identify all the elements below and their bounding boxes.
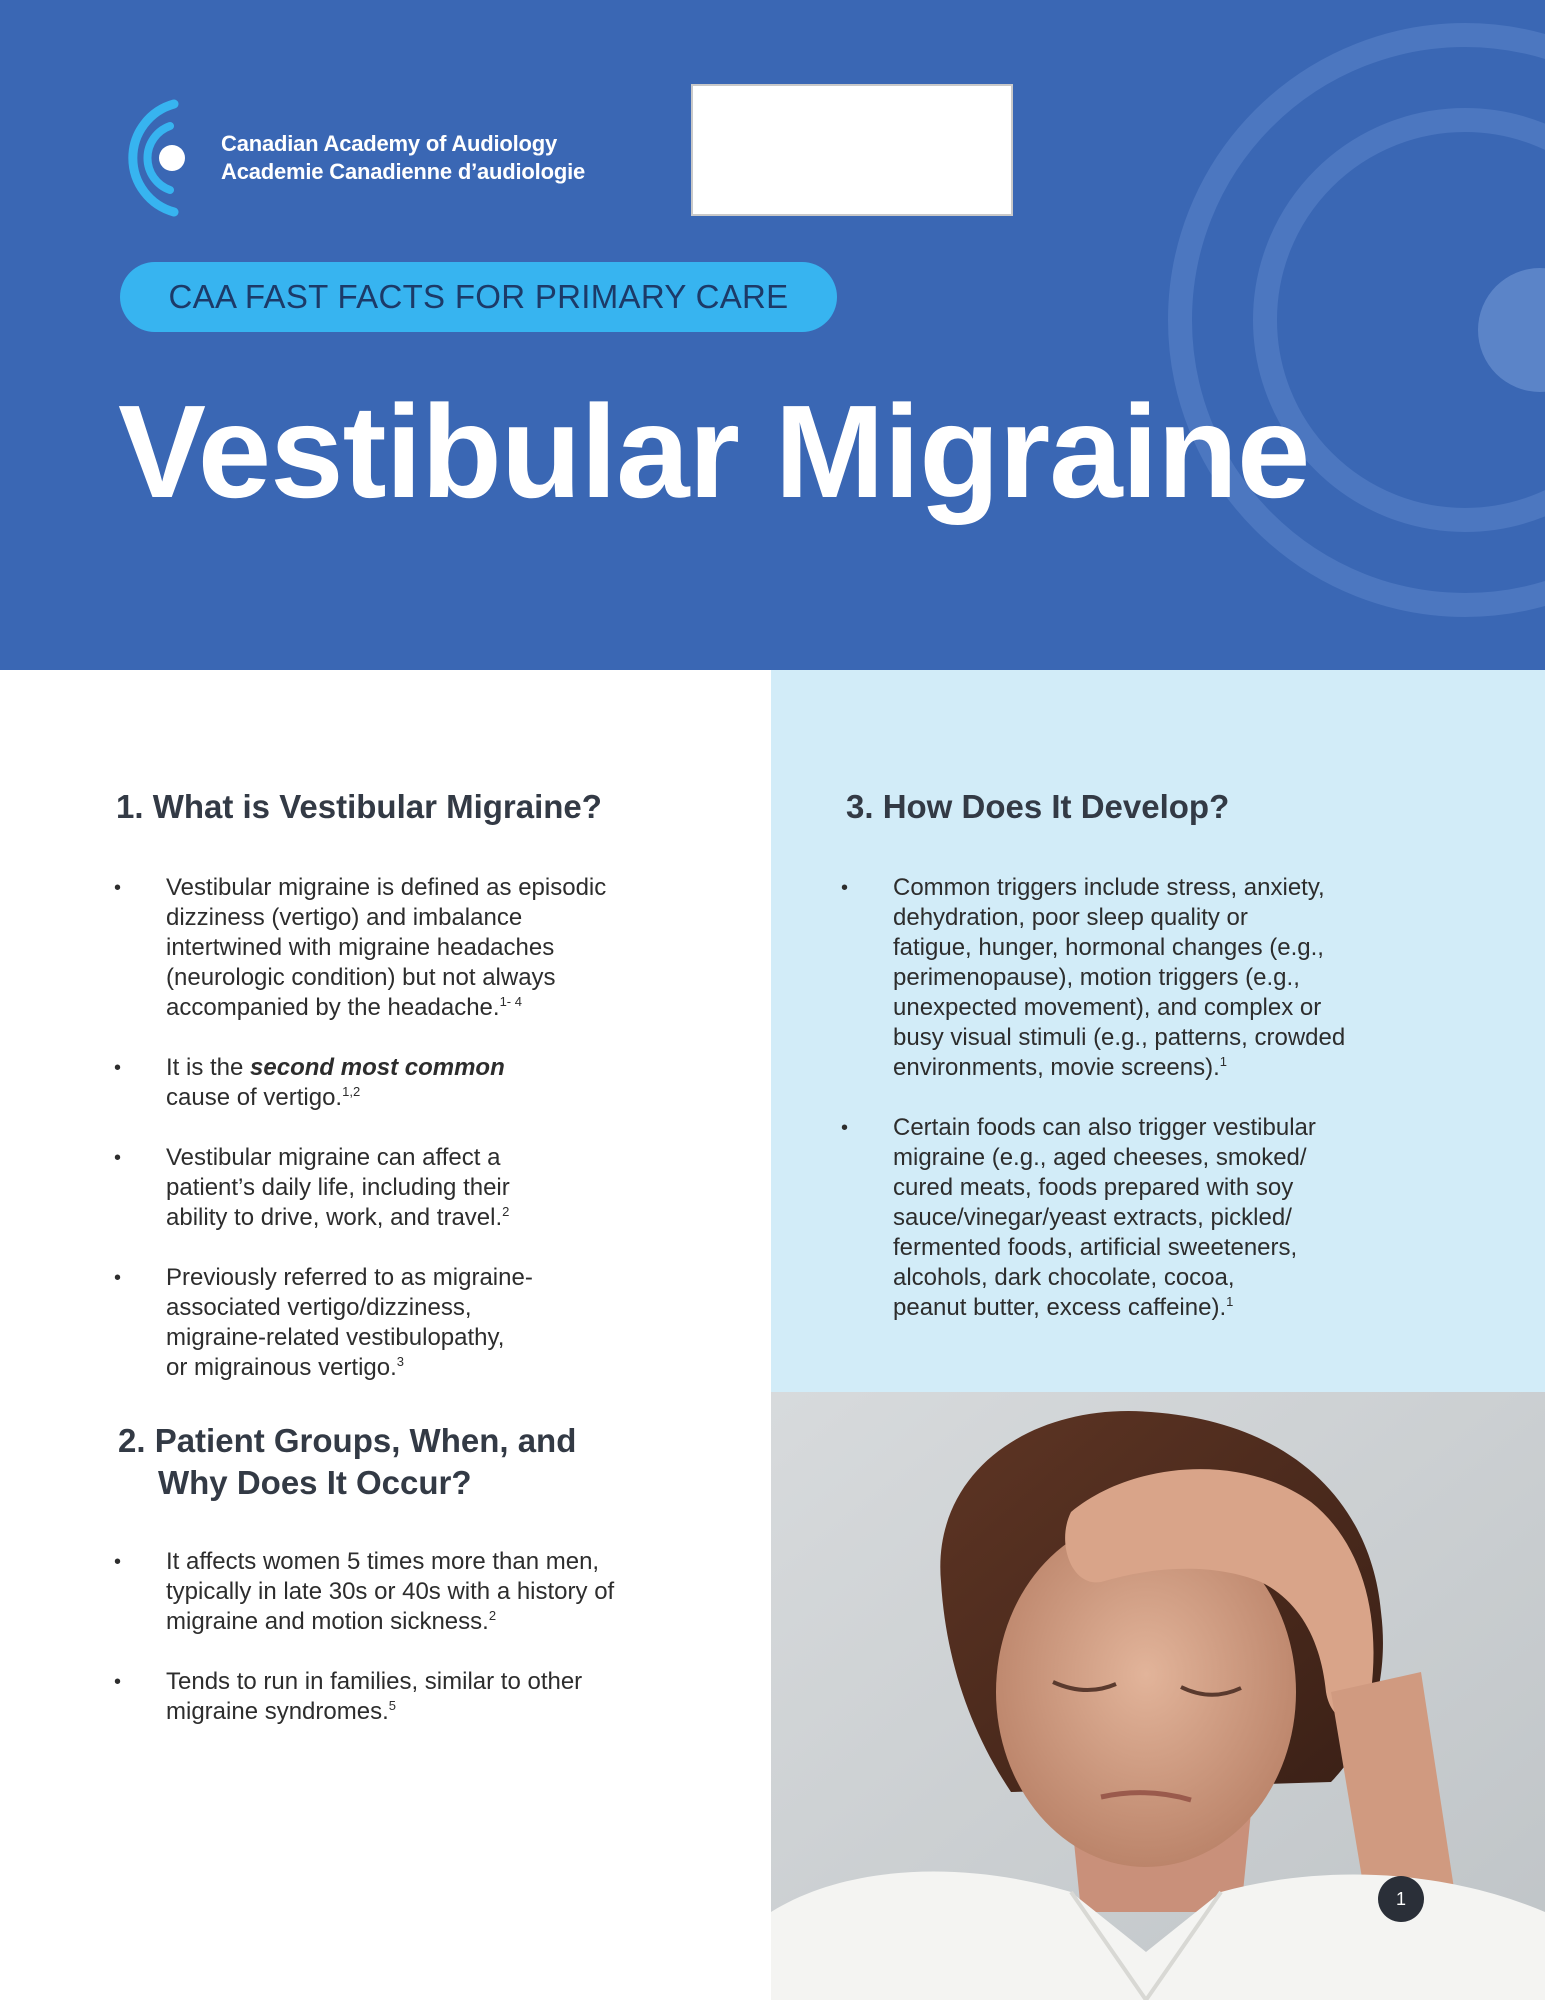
section3-heading: 3. How Does It Develop? [846,788,1230,825]
list-item: • Previously referred to as migraine- associated vertigo/dizziness, migraine-related vestibulopathy, or migrainous vertigo.$^3$ [114,1263,714,1383]
reference: 5 [388,1698,396,1713]
reference: 2 [502,1204,510,1219]
list-item: • Certain foods can also trigger vestibular migraine (e.g., aged cheeses, smoked/ cured meats, foods prepared with soy sauce/vinegar/yeast extracts, pickled/ fermented foods, artificial sweeteners, alcohols, dark chocolate, cocoa, peanut butter, excess caffeine).$^1$ [841,1113,1521,1323]
section1-heading: 1. What is Vestibular Migraine? [116,788,602,825]
list-item: • Common triggers include stress, anxiety, dehydration, poor sleep quality or fatigue, hunger, hormonal changes (e.g., perimenopause), motion triggers (e.g., unexpected movement), and complex or busy visual stimuli (e.g., patterns, crowded environments, movie screens).$^1$ [841,873,1521,1083]
org-name-fr: Academie Canadienne d’audiologie [221,159,586,184]
list-item: • Vestibular migraine is defined as episodic dizziness (vertigo) and imbalance intertwined with migraine headaches (neurologic condition) but not always accompanied by the headache.$^{1- 4}$ [114,873,714,1023]
org-name-en: Canadian Academy of Audiology [221,131,558,156]
list-item: • It affects women 5 times more than men, typically in late 30s or 40s with a history of migraine and motion sickness.$^2$ [114,1547,734,1637]
list-item: • Tends to run in families, similar to other migraine syndromes.$^5$ [114,1667,734,1727]
organization-name [221,130,585,186]
woman-holding-head-photo [771,1392,1545,2000]
photo-illustration [771,1392,1545,2000]
header-banner [0,0,1545,670]
list-item: • It is the second most common cause of vertigo.$^{1,2}$ [114,1053,714,1113]
page-number: 1 [1378,1876,1424,1922]
blank-box [691,84,1013,216]
fast-facts-badge: CAA FAST FACTS FOR PRIMARY CARE [120,262,837,332]
section2-list [114,1547,734,1757]
reference: 1 [1226,1294,1234,1309]
caa-logo-icon [112,96,202,220]
section2-heading: 2. Patient Groups, When, and Why Does It Occur? [118,1422,577,1501]
section1-list [114,873,714,1413]
list-item: • Vestibular migraine can affect a patient’s daily life, including their ability to drive, work, and travel.$^2$ [114,1143,714,1233]
emphasis-text: second most common [250,1054,505,1081]
decorative-rings-icon [1145,0,1545,670]
reference: 1,2 [342,1084,361,1099]
reference: 3 [396,1354,404,1369]
reference: 1- 4 [499,994,522,1009]
section3-list [841,873,1521,1353]
page-title: Vestibular Migraine [118,378,1310,525]
reference: 2 [488,1608,497,1623]
reference: 1 [1219,1054,1228,1069]
